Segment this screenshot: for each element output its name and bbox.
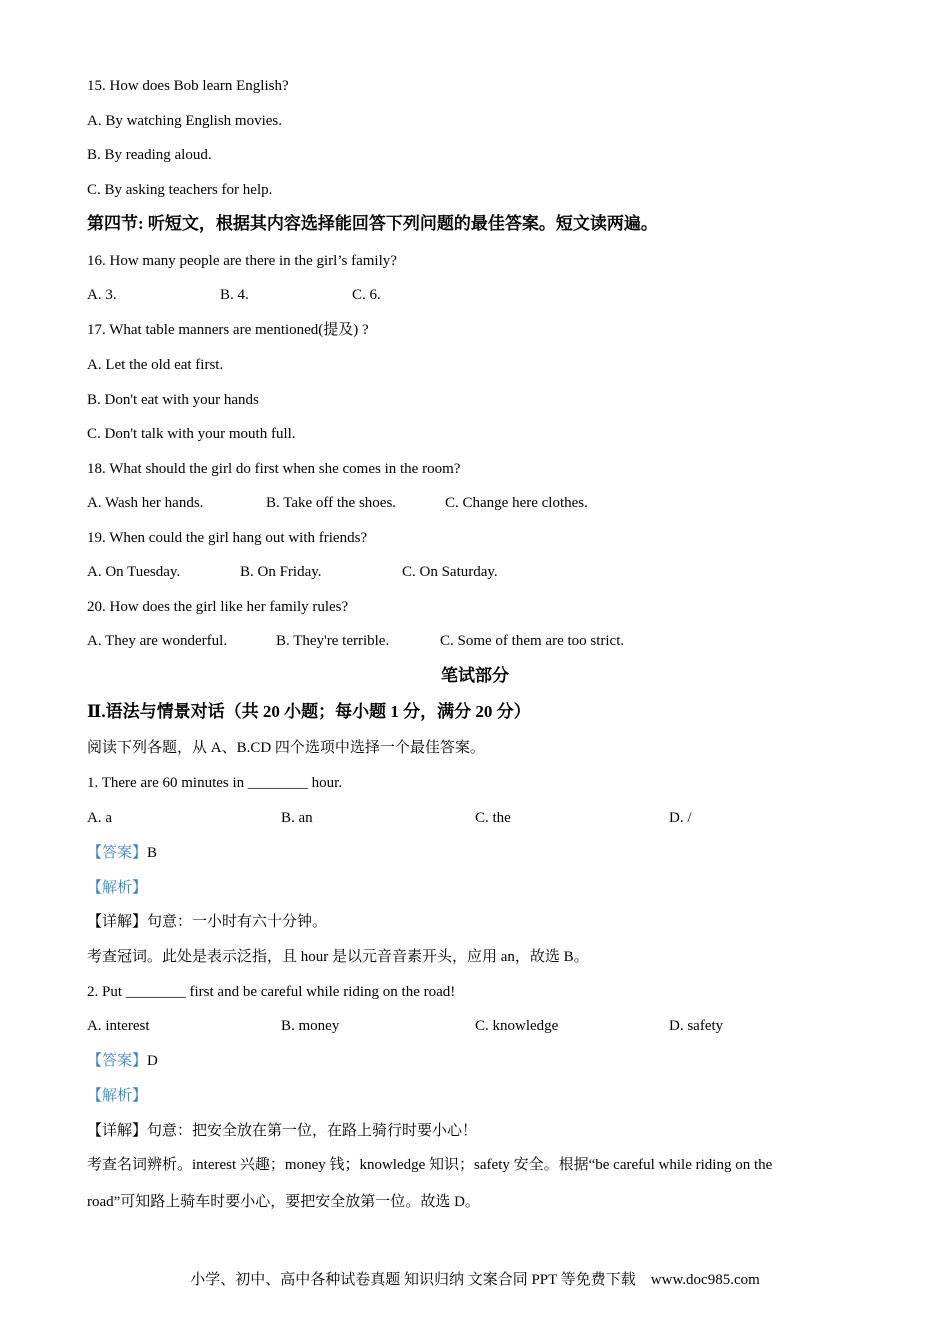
g1-option-a: A. a [87, 810, 112, 826]
q17-option-b: B. Don't eat with your hands [87, 392, 259, 408]
q20-stem: 20. How does the girl like her family rules? [87, 599, 349, 615]
instruction: 阅读下列各题，从 A、B.CD 四个选项中选择一个最佳答案。 [87, 740, 485, 756]
section4-heading: 第四节: 听短文，根据其内容选择能回答下列问题的最佳答案。短文读两遍。 [87, 214, 658, 233]
g1-answer [87, 843, 157, 863]
answer-tag: 【答案】 [87, 845, 148, 861]
q18-option-a: A. Wash her hands. [87, 495, 204, 511]
g1-option-d: D. / [669, 810, 692, 826]
g2-option-d: D. safety [669, 1018, 724, 1034]
g2-option-c: C. knowledge [475, 1018, 559, 1034]
q17-option-a: A. Let the old eat first. [87, 357, 224, 373]
g1-stem: 1. There are 60 minutes in ________ hour. [87, 775, 343, 791]
q15-option-c: C. By asking teachers for help. [87, 182, 273, 198]
q16-option-a: A. 3. [87, 287, 117, 303]
detail-text: 句意：一小时有六十分钟。 [147, 914, 328, 930]
g2-option-b: B. money [281, 1018, 340, 1034]
answer-tag: 【答案】 [87, 1053, 148, 1069]
written-section-title: 笔试部分 [441, 666, 509, 685]
q18-option-b: B. Take off the shoes. [266, 495, 397, 511]
q16-stem: 16. How many people are there in the girl’s family? [87, 253, 397, 269]
g1-option-c: C. the [475, 810, 511, 826]
q18-stem: 18. What should the girl do first when she comes in the room? [87, 461, 461, 477]
g1-option-b: B. an [281, 810, 313, 826]
g2-answer [87, 1051, 158, 1071]
q19-option-a: A. On Tuesday. [87, 564, 181, 580]
q19-stem: 19. When could the girl hang out with friends? [87, 530, 368, 546]
part2-heading: Ⅱ.语法与情景对话（共 20 小题；每小题 1 分，满分 20 分） [87, 702, 531, 721]
q15-option-a: A. By watching English movies. [87, 113, 282, 129]
detail-tag: 【详解】 [87, 1123, 148, 1139]
detail-tag: 【详解】 [87, 914, 148, 930]
g2-explanation-line1: 考查名词辨析。interest 兴趣；money 钱；knowledge 知识；safety 安全。根据“be careful while riding on the [87, 1157, 773, 1173]
g2-option-a: A. interest [87, 1018, 150, 1034]
answer-value: B [147, 845, 158, 861]
q16-option-b: B. 4. [220, 287, 249, 303]
q15-option-b: B. By reading aloud. [87, 147, 212, 163]
q17-option-c: C. Don't talk with your mouth full. [87, 426, 296, 442]
answer-value: D [147, 1053, 158, 1069]
q20-option-c: C. Some of them are too strict. [440, 633, 625, 649]
q20-option-a: A. They are wonderful. [87, 633, 228, 649]
q17-stem: 17. What table manners are mentioned(提及) ? [87, 322, 369, 338]
q19-option-c: C. On Saturday. [402, 564, 498, 580]
footer-text: 小学、初中、高中各种试卷真题 知识归纳 文案合同 PPT 等免费下载 www.doc985.com [190, 1272, 760, 1288]
g2-analysis-tag: 【解析】 [87, 1088, 148, 1104]
g2-detail [87, 1121, 477, 1141]
q18-option-c: C. Change here clothes. [445, 495, 588, 511]
g2-explanation-line2: road”可知路上骑车时要小心，要把安全放第一位。故选 D。 [87, 1194, 480, 1210]
q19-option-b: B. On Friday. [240, 564, 322, 580]
q20-option-b: B. They're terrible. [276, 633, 390, 649]
g1-explanation: 考查冠词。此处是表示泛指，且 hour 是以元音音素开头，应用 an，故选 B。 [87, 949, 589, 965]
g1-analysis-tag: 【解析】 [87, 880, 148, 896]
g2-stem: 2. Put ________ first and be careful while riding on the road! [87, 984, 456, 1000]
g1-detail [87, 912, 327, 932]
q16-option-c: C. 6. [352, 287, 381, 303]
detail-text: 句意：把安全放在第一位，在路上骑行时要小心！ [147, 1123, 478, 1139]
q15-stem: 15. How does Bob learn English? [87, 78, 289, 94]
